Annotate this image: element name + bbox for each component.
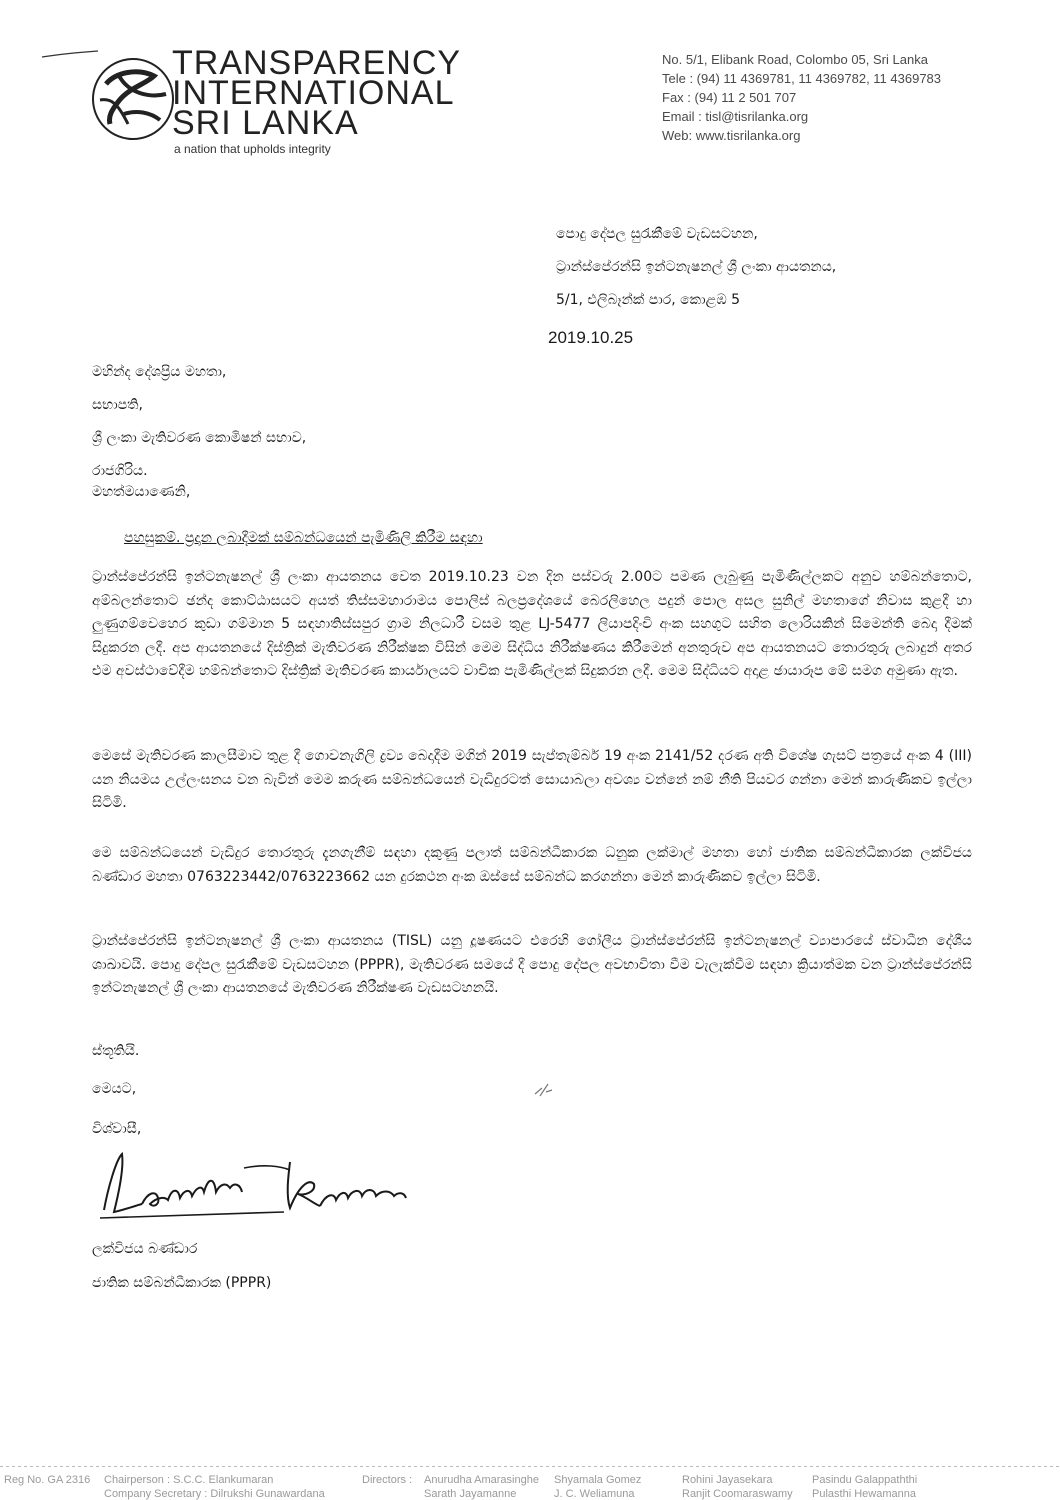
footer-registration: Reg No. GA 2316 bbox=[4, 1474, 91, 1486]
contact-fax: Fax : (94) 11 2 501 707 bbox=[662, 90, 797, 105]
footer-director: Pasindu Galappaththi bbox=[812, 1474, 918, 1486]
contact-email: Email : tisl@tisrilanka.org bbox=[662, 109, 809, 124]
closing-line-2: මෙයට, bbox=[92, 1081, 137, 1097]
sender-address-block bbox=[556, 218, 836, 317]
footer-director: J. C. Weliamuna bbox=[554, 1488, 635, 1500]
footer-chairperson: Chairperson : S.C.C. Elankumaran bbox=[104, 1474, 274, 1486]
sender-line-2: ට්‍රාන්ස්පේරන්සි ඉන්ටනැෂනල් ශ්‍රී ලංකා ආයතනය, bbox=[556, 259, 837, 275]
recipient-city: රාජගිරිය. bbox=[92, 463, 148, 479]
body-paragraph-2: මෙසේ මැතිවරණ කාලසීමාව තුළ දී ගොවනැගිලි ද්‍රව්‍ය බෙදාදීම මගින් 2019 සැප්තැම්බර් 19 අංක 2141/52 දරණ අති විශේෂ ගැසට් පත්‍රයේ අංක 4 (III) යන නියමය උල්ලංඝනය වන බැවින් මෙම කරුණ සම්බන්ධයෙන් වැඩිදුරටත් සොයාබලා අවශ්‍ය වන්නේ නම් නීති පියවර ගන්නා මෙන් කාරුණිකව ඉල්ලා සිටිමි. bbox=[92, 748, 972, 811]
recipient-address-block bbox=[92, 356, 306, 488]
footer-director: Ranjit Coomaraswamy bbox=[682, 1488, 793, 1500]
footer-director: Shyamala Gomez bbox=[554, 1474, 642, 1486]
salutation: මහත්මයාණෙනි, bbox=[92, 484, 191, 500]
org-name-line-1: TRANSPARENCY bbox=[172, 44, 462, 82]
footer-divider bbox=[0, 1466, 1060, 1467]
closing-thanks: ස්තූතියි. bbox=[92, 1043, 140, 1059]
org-name-line-2: INTERNATIONAL bbox=[172, 74, 455, 112]
stray-pen-mark bbox=[532, 1078, 556, 1102]
signer-title: ජාතික සම්බන්ධීකාරක (PPPR) bbox=[92, 1275, 272, 1291]
footer-company-secretary: Company Secretary : Dilrukshi Gunawardana bbox=[104, 1488, 325, 1500]
recipient-title: සභාපති, bbox=[92, 397, 143, 413]
sender-line-3: 5/1, එලිබෑන්ක් පාර, කොළඹ 5 bbox=[556, 292, 741, 308]
body-paragraph-1: ට්‍රාන්ස්පේරන්සි ඉන්ටනැෂනල් ශ්‍රී ලංකා ආයතනය වෙත 2019.10.23 වන දින පස්වරු 2.00ට පමණ ලැබුණු පැමිණිල්ලකට අනුව හම්බන්තොට, අම්බලන්තොට ඡන්ද කොට්ඨාසයට අයත් තිස්සමහාරාමය පොලිස් බලප්‍රදේශයේ බෙරලිහෙල පදුන් පොල අසල සුනිල් මහතාගේ නිවාස කුළදී හා ලුණුගම්වෙහෙර කුඩා ගම්මාන 5 සඳහාතිස්සපුර ග්‍රාම නිලධාරී වසම තුළ LJ-5477 ලියාපදිංචි අංක සහගුට සහිත ලොරියකින් සිමෙන්ති බෙදා දීමක් සිදුකරන ලදී. අප ආයතනයේ දිස්ත්‍රික් මැතිවරණ නිරීක්ෂක විසින් මෙම සිද්ධිය නිරීක්ෂණය කිරීමෙන් අනතුරුව අප ආයතනයට තොරතුරු ලබාදුන් අතර එම අවස්ථාවේදීම හම්බන්තොට දිස්ත්‍රික් මැතිවරණ කාර්යාලයට වාචික පැමිණිල්ලක් සිදුකරන ලදී. මෙම සිද්ධියට අදාළ ඡායාරූප මේ සමග අමුණා ඇත. bbox=[92, 569, 972, 679]
recipient-name: මහින්ද දේශප්‍රිය මහතා, bbox=[92, 364, 227, 380]
footer-director: Sarath Jayamanne bbox=[424, 1488, 517, 1500]
org-name-line-3: SRI LANKA bbox=[172, 104, 359, 142]
body-paragraph-3: මෙ සම්බන්ධයෙන් වැඩිදුර තොරතුරු දැනගැනීම් සඳහා දකුණු පලාත් සම්බන්ධීකාරක ධනුක ලක්මාල් මහතා හෝ ජාතික සම්බන්ධීකාරක ලක්විජය බණ්ඩාර මහතා 0763223442/0763223662 යන දුරකථන අංක ඔස්සේ සම්බන්ධ කරගන්නා මෙන් කාරුණිකව ඉල්ලා සිටිමි. bbox=[92, 845, 972, 885]
footer-director: Anurudha Amarasinghe bbox=[424, 1474, 539, 1486]
contact-web: Web: www.tisrilanka.org bbox=[662, 128, 801, 143]
footer-directors-label: Directors : bbox=[362, 1474, 413, 1486]
letter-subject: පහසුකම්. ප්‍රදාන ලබාදීමක් සම්බන්ධයෙන් පැමිණිලි කිරීම සඳහා bbox=[124, 530, 483, 546]
contact-block bbox=[662, 50, 941, 145]
footer-director: Pulasthi Hewamanna bbox=[812, 1488, 916, 1500]
tisl-logo-icon bbox=[88, 54, 178, 144]
contact-address: No. 5/1, Elibank Road, Colombo 05, Sri Lanka bbox=[662, 52, 928, 67]
handwritten-signature bbox=[94, 1148, 414, 1222]
body-paragraph-4: ට්‍රාන්ස්පේරන්සි ඉන්ටනැෂනල් ශ්‍රී ලංකා ආයතනය (TISL) යනු දූෂණයට එරෙහි ගෝලීය ට්‍රාන්ස්පේරන්සි ඉන්ටනැෂනල් ව්‍යාපාරයේ ස්වාධීන දේශීය ශාඛාවයි. පොදු දේපල සුරැකීමේ වැඩසටහන (PPPR), මැතිවරණ සමයේ දී පොදු දේපල අවභාවිතා වීම වැලැක්වීම සඳහා ක්‍රියාත්මක වන ට්‍රාන්ස්පේරන්සි ඉන්ටනැෂනල් ශ්‍රී ලංකා ආයතනයේ මැතිවරණ නිරීක්ෂණ වැඩසටහනයි. bbox=[92, 933, 972, 996]
recipient-organization: ශ්‍රී ලංකා මැතිවරණ කොමිෂන් සභාව, bbox=[92, 430, 307, 446]
contact-telephone: Tele : (94) 11 4369781, 11 4369782, 11 4369783 bbox=[662, 71, 942, 86]
organization-tagline: a nation that upholds integrity bbox=[174, 142, 331, 156]
footer-director: Rohini Jayasekara bbox=[682, 1474, 773, 1486]
signer-name: ලක්විජය බණ්ඩාර bbox=[92, 1241, 198, 1257]
organization-name bbox=[172, 44, 462, 142]
sender-line-1: පොදු දේපල සුරැකීමේ වැඩසටහන, bbox=[556, 226, 758, 242]
closing-line-3: විශ්වාසී, bbox=[92, 1121, 142, 1137]
letter-date: 2019.10.25 bbox=[548, 328, 634, 347]
